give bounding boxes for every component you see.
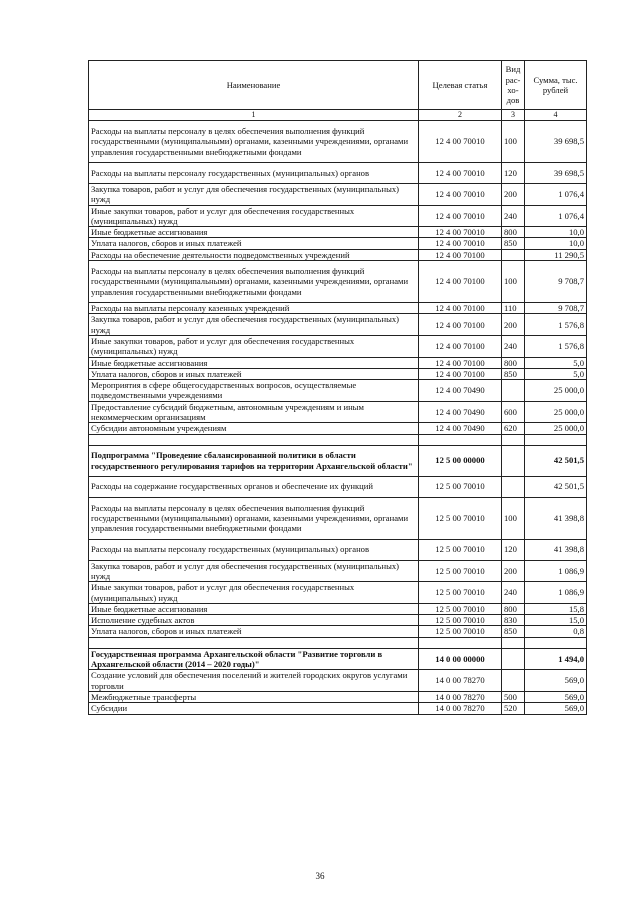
table-row [89, 314, 587, 336]
table-row [89, 691, 587, 702]
table-row [89, 335, 587, 357]
row-expense-type: 200 [502, 184, 525, 206]
table-row [89, 603, 587, 614]
row-name: Расходы на содержание государственных органов и обеспечение их функций [89, 476, 419, 497]
page-number: 36 [315, 871, 325, 881]
row-sum: 1 576,8 [525, 314, 587, 336]
header-target-article: Целевая статья [419, 61, 502, 110]
row-target-code: 14 0 00 78270 [419, 691, 502, 702]
header-sum: Сумма, тыс. рублей [525, 61, 587, 110]
row-name: Расходы на выплаты персоналу в целях обеспечения выполнения функций государственными (муниципальными) органами, казенными учреждениями, органами управления государственными внебюджетными фондами [89, 121, 419, 163]
row-name: Закупка товаров, работ и услуг для обеспечения государственных (муниципальных) нужд [89, 560, 419, 582]
row-sum: 39 698,5 [525, 163, 587, 184]
row-expense-type: 240 [502, 582, 525, 604]
row-name: Расходы на выплаты персоналу государственных (муниципальных) органов [89, 539, 419, 560]
row-target-code: 12 4 00 70010 [419, 238, 502, 249]
row-name: Расходы на выплаты персоналу государственных (муниципальных) органов [89, 163, 419, 184]
row-sum: 25 000,0 [525, 380, 587, 402]
row-target-code: 12 4 00 70010 [419, 184, 502, 206]
row-expense-type: 110 [502, 303, 525, 314]
row-target-code: 12 5 00 70010 [419, 626, 502, 637]
row-expense-type: 240 [502, 335, 525, 357]
row-target-code: 12 4 00 70100 [419, 314, 502, 336]
col-number-1: 1 [89, 110, 419, 121]
row-target-code: 12 4 00 70010 [419, 163, 502, 184]
row-target-code: 12 4 00 70100 [419, 249, 502, 260]
row-sum: 569,0 [525, 670, 587, 692]
row-sum: 41 398,8 [525, 539, 587, 560]
table-row [89, 303, 587, 314]
row-target-code: 14 0 00 00000 [419, 648, 502, 670]
row-expense-type: 120 [502, 163, 525, 184]
row-name: Предоставление субсидий бюджетным, автономным учреждениям и иным некоммерческим организациям [89, 401, 419, 423]
row-target-code: 12 4 00 70010 [419, 227, 502, 238]
table-row [89, 703, 587, 714]
row-expense-type: 100 [502, 497, 525, 539]
row-target-code: 12 5 00 70010 [419, 476, 502, 497]
row-target-code: 12 5 00 70010 [419, 560, 502, 582]
row-sum: 39 698,5 [525, 121, 587, 163]
row-sum: 0,8 [525, 626, 587, 637]
row-name: Исполнение судебных актов [89, 615, 419, 626]
row-name: Субсидии [89, 703, 419, 714]
table-row [89, 163, 587, 184]
row-target-code: 12 4 00 70490 [419, 401, 502, 423]
row-name: Закупка товаров, работ и услуг для обеспечения государственных (муниципальных) нужд [89, 314, 419, 336]
row-expense-type [502, 249, 525, 260]
row-sum: 41 398,8 [525, 497, 587, 539]
row-sum: 25 000,0 [525, 401, 587, 423]
row-sum: 15,8 [525, 603, 587, 614]
table-row [89, 497, 587, 539]
row-expense-type [502, 476, 525, 497]
row-target-code: 12 4 00 70100 [419, 357, 502, 368]
row-expense-type [502, 648, 525, 670]
row-name: Закупка товаров, работ и услуг для обеспечения государственных (муниципальных) нужд [89, 184, 419, 206]
row-sum: 569,0 [525, 703, 587, 714]
row-expense-type: 100 [502, 261, 525, 303]
row-name: Иные бюджетные ассигнования [89, 227, 419, 238]
table-row [89, 626, 587, 637]
row-name: Государственная программа Архангельской области "Развитие торговли в Архангельской области (2014 – 2020 годы)" [89, 648, 419, 670]
row-sum: 10,0 [525, 227, 587, 238]
table-row [89, 476, 587, 497]
row-target-code: 12 4 00 70010 [419, 205, 502, 227]
row-sum: 15,0 [525, 615, 587, 626]
budget-table [88, 60, 587, 715]
table-row [89, 368, 587, 379]
col-number-3: 3 [502, 110, 525, 121]
row-sum: 9 708,7 [525, 303, 587, 314]
row-expense-type: 850 [502, 626, 525, 637]
row-target-code: 12 4 00 70010 [419, 121, 502, 163]
row-target-code: 12 4 00 70100 [419, 261, 502, 303]
row-expense-type: 800 [502, 227, 525, 238]
row-target-code: 12 4 00 70100 [419, 303, 502, 314]
row-expense-type: 240 [502, 205, 525, 227]
table-row [89, 357, 587, 368]
table-row [89, 560, 587, 582]
row-sum: 42 501,5 [525, 476, 587, 497]
table-row [89, 205, 587, 227]
row-expense-type: 600 [502, 401, 525, 423]
row-name: Иные закупки товаров, работ и услуг для обеспечения государственных (муниципальных) нужд [89, 205, 419, 227]
row-expense-type: 850 [502, 368, 525, 379]
row-sum: 1 086,9 [525, 560, 587, 582]
table-row [89, 615, 587, 626]
table-row [89, 423, 587, 434]
row-name: Создание условий для обеспечения поселений и жителей городских округов услугами торговли [89, 670, 419, 692]
row-name: Субсидии автономным учреждениям [89, 423, 419, 434]
row-name: Расходы на обеспечение деятельности подведомственных учреждений [89, 249, 419, 260]
row-target-code: 12 5 00 70010 [419, 603, 502, 614]
spacer-row [89, 637, 587, 648]
row-target-code: 12 4 00 70490 [419, 380, 502, 402]
table-row [89, 380, 587, 402]
row-expense-type: 200 [502, 314, 525, 336]
col-number-4: 4 [525, 110, 587, 121]
row-sum: 5,0 [525, 357, 587, 368]
row-expense-type: 620 [502, 423, 525, 434]
row-target-code: 12 5 00 70010 [419, 615, 502, 626]
row-name: Расходы на выплаты персоналу казенных учреждений [89, 303, 419, 314]
row-target-code: 12 5 00 00000 [419, 445, 502, 476]
row-expense-type: 100 [502, 121, 525, 163]
row-sum: 10,0 [525, 238, 587, 249]
row-sum: 42 501,5 [525, 445, 587, 476]
row-sum: 11 290,5 [525, 249, 587, 260]
row-sum: 1 576,8 [525, 335, 587, 357]
row-target-code: 14 0 00 78270 [419, 703, 502, 714]
row-sum: 1 076,4 [525, 184, 587, 206]
row-sum: 1 076,4 [525, 205, 587, 227]
row-sum: 569,0 [525, 691, 587, 702]
row-name: Расходы на выплаты персоналу в целях обеспечения выполнения функций государственными (муниципальными) органами, казенными учреждениями, органами управления государственными внебюджетными фондами [89, 261, 419, 303]
table-row [89, 539, 587, 560]
row-expense-type: 120 [502, 539, 525, 560]
table-row [89, 121, 587, 163]
row-expense-type [502, 445, 525, 476]
table-row [89, 227, 587, 238]
row-expense-type: 500 [502, 691, 525, 702]
row-name: Подпрограмма "Проведение сбалансированной политики в области государственного регулирования тарифов на территории Архангельской области" [89, 445, 419, 476]
header-name: Наименование [89, 61, 419, 110]
row-name: Расходы на выплаты персоналу в целях обеспечения выполнения функций государственными (муниципальными) органами, казенными учреждениями, органами управления государственными внебюджетными фондами [89, 497, 419, 539]
row-target-code: 12 5 00 70010 [419, 497, 502, 539]
table-row [89, 184, 587, 206]
row-name: Иные бюджетные ассигнования [89, 357, 419, 368]
table-row [89, 261, 587, 303]
spacer-row [89, 434, 587, 445]
header-expense-type: Вид рас-хо-дов [502, 61, 525, 110]
row-target-code: 14 0 00 78270 [419, 670, 502, 692]
row-name: Уплата налогов, сборов и иных платежей [89, 368, 419, 379]
row-expense-type: 830 [502, 615, 525, 626]
row-target-code: 12 4 00 70100 [419, 368, 502, 379]
row-sum: 9 708,7 [525, 261, 587, 303]
row-expense-type [502, 670, 525, 692]
table-row [89, 249, 587, 260]
row-name: Иные закупки товаров, работ и услуг для обеспечения государственных (муниципальных) нужд [89, 582, 419, 604]
row-expense-type [502, 380, 525, 402]
row-expense-type: 800 [502, 357, 525, 368]
row-sum: 1 494,0 [525, 648, 587, 670]
row-name: Уплата налогов, сборов и иных платежей [89, 238, 419, 249]
table-row-program [89, 648, 587, 670]
row-target-code: 12 4 00 70100 [419, 335, 502, 357]
row-expense-type: 800 [502, 603, 525, 614]
table-row [89, 238, 587, 249]
table-row-subprogram [89, 445, 587, 476]
row-name: Мероприятия в сфере общегосударственных вопросов, осуществляемые подведомственными учреждениями [89, 380, 419, 402]
row-name: Иные закупки товаров, работ и услуг для обеспечения государственных (муниципальных) нужд [89, 335, 419, 357]
row-name: Иные бюджетные ассигнования [89, 603, 419, 614]
table-row [89, 670, 587, 692]
col-number-2: 2 [419, 110, 502, 121]
row-target-code: 12 4 00 70490 [419, 423, 502, 434]
row-name: Уплата налогов, сборов и иных платежей [89, 626, 419, 637]
row-name: Межбюджетные трансферты [89, 691, 419, 702]
row-expense-type: 520 [502, 703, 525, 714]
table-row [89, 582, 587, 604]
table-row [89, 401, 587, 423]
row-target-code: 12 5 00 70010 [419, 539, 502, 560]
row-sum: 25 000,0 [525, 423, 587, 434]
row-expense-type: 200 [502, 560, 525, 582]
row-sum: 5,0 [525, 368, 587, 379]
row-sum: 1 086,9 [525, 582, 587, 604]
row-target-code: 12 5 00 70010 [419, 582, 502, 604]
row-expense-type: 850 [502, 238, 525, 249]
